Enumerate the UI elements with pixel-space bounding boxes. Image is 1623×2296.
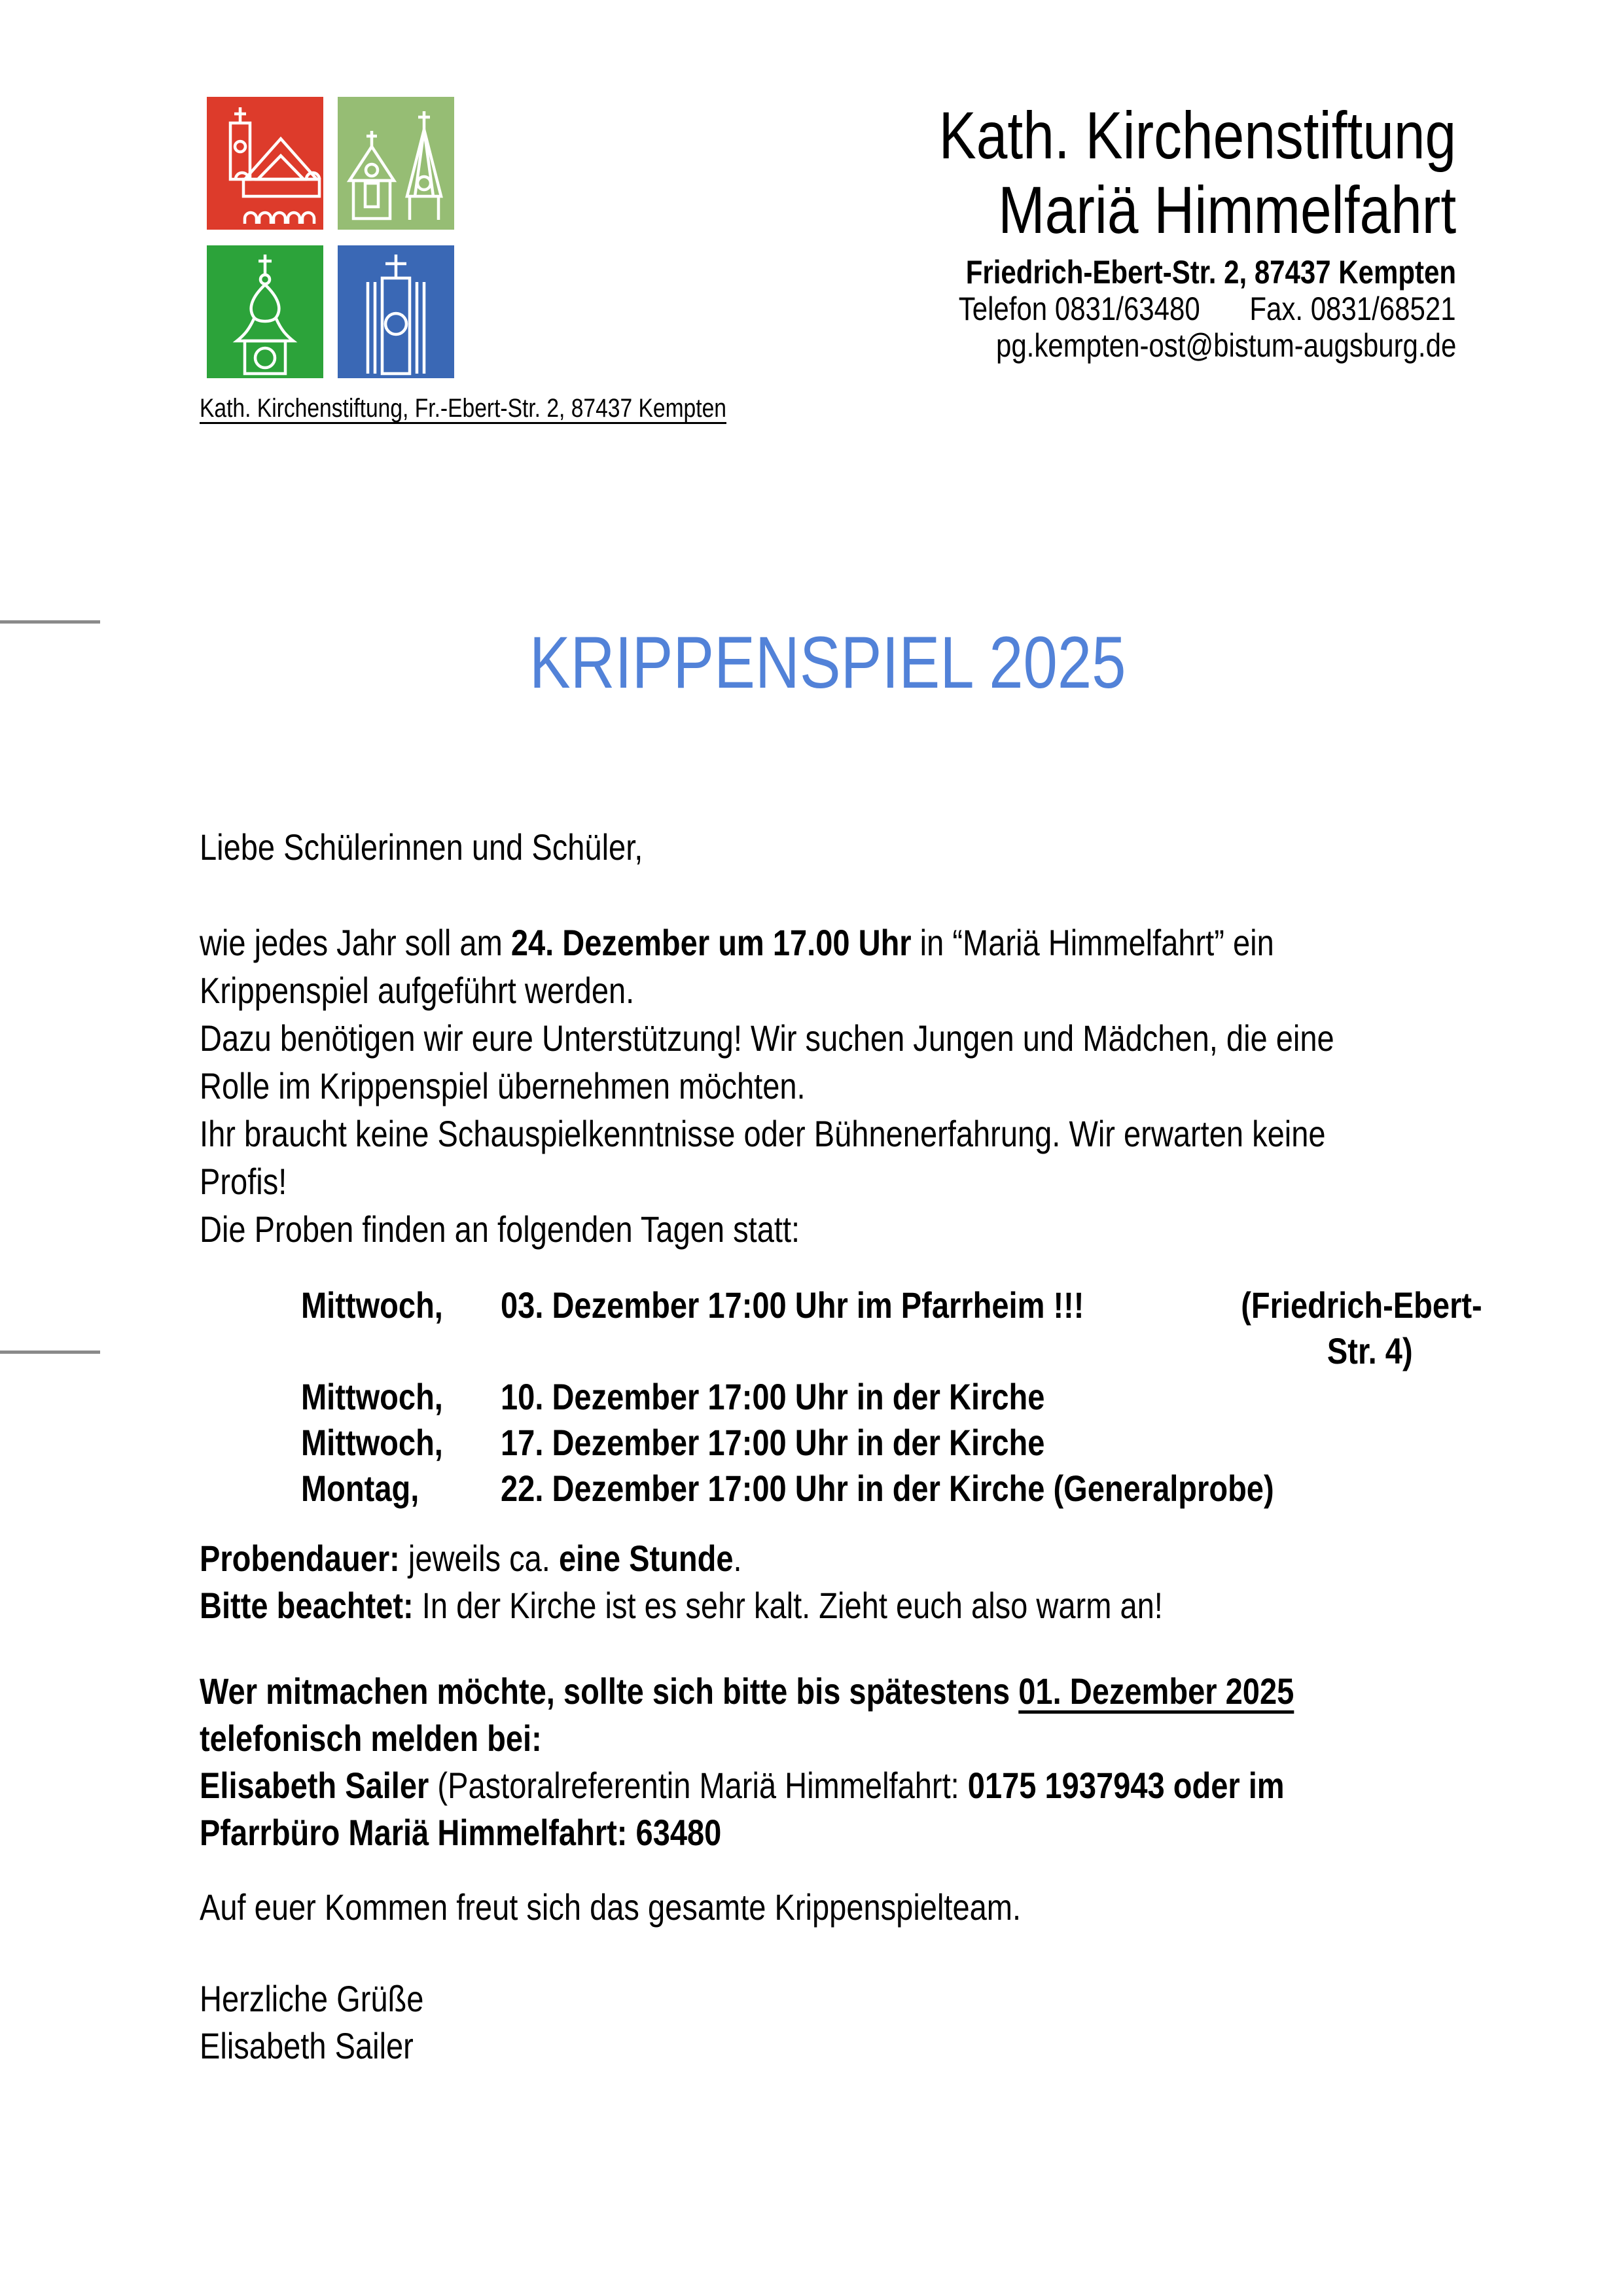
intro-line: wie jedes Jahr soll am 24. Dezember um 17.00 Uhr in “Mariä Himmelfahrt” ein bbox=[200, 922, 1274, 963]
closing-greeting: Herzliche Grüße bbox=[200, 1978, 424, 2019]
org-name-line1: Kath. Kirchenstiftung bbox=[938, 98, 1456, 173]
signup-line: Elisabeth Sailer (Pastoralreferentin Mariä Himmelfahrt: 0175 1937943 oder im bbox=[200, 1765, 1285, 1806]
page-title: KRIPPENSPIEL 2025 bbox=[529, 622, 1126, 703]
fold-mark-bottom bbox=[0, 1351, 100, 1354]
sender-return-line: Kath. Kirchenstiftung, Fr.-Ebert-Str. 2, 87437 Kempten bbox=[200, 394, 726, 423]
fold-mark-top bbox=[0, 620, 100, 624]
rehearsal-duration-line: Probendauer: jeweils ca. eine Stunde. bbox=[200, 1538, 742, 1579]
intro-line: Ihr braucht keine Schauspielkenntnisse oder Bühnenerfahrung. Wir erwarten keine bbox=[200, 1113, 1326, 1154]
intro-line: Profis! bbox=[200, 1161, 287, 1202]
intro-line: Dazu benötigen wir eure Unterstützung! Wir suchen Jungen und Mädchen, die eine bbox=[200, 1017, 1334, 1059]
org-phone: Telefon 0831/63480 bbox=[959, 291, 1201, 327]
intro-line: Krippenspiel aufgeführt werden. bbox=[200, 970, 635, 1011]
letter-body bbox=[200, 0, 1482, 2296]
schedule-row: Mittwoch, 17. Dezember 17:00 Uhr in der Kirche bbox=[301, 1422, 1045, 1463]
notice-line: Bitte beachtet: In der Kirche ist es sehr kalt. Zieht euch also warm an! bbox=[200, 1585, 1163, 1626]
intro-line: Rolle im Krippenspiel übernehmen möchten. bbox=[200, 1065, 806, 1106]
org-fax: Fax. 0831/68521 bbox=[1249, 291, 1456, 327]
closing-signature: Elisabeth Sailer bbox=[200, 2025, 414, 2066]
schedule-row: Mittwoch, 10. Dezember 17:00 Uhr in der Kirche bbox=[301, 1376, 1045, 1417]
signup-line: telefonisch melden bei: bbox=[200, 1718, 542, 1759]
signup-line: Wer mitmachen möchte, sollte sich bitte bis spätestens 01. Dezember 2025 bbox=[200, 1670, 1294, 1712]
org-name-line2: Mariä Himmelfahrt bbox=[998, 173, 1456, 247]
schedule-heading: Die Proben finden an folgenden Tagen statt: bbox=[200, 1209, 800, 1250]
schedule-row-wrap: Str. 4) bbox=[1327, 1330, 1413, 1371]
org-address: Friedrich-Ebert-Str. 2, 87437 Kempten bbox=[965, 254, 1456, 291]
schedule-row: Mittwoch, 03. Dezember 17:00 Uhr im Pfarrheim !!! (Friedrich-Ebert- bbox=[301, 1284, 1482, 1326]
signup-line: Pfarrbüro Mariä Himmelfahrt: 63480 bbox=[200, 1812, 722, 1853]
schedule-row: Montag, 22. Dezember 17:00 Uhr in der Kirche (Generalprobe) bbox=[301, 1468, 1274, 1509]
closing-thanks: Auf euer Kommen freut sich das gesamte Krippenspielteam. bbox=[200, 1886, 1022, 1928]
salutation: Liebe Schülerinnen und Schüler, bbox=[200, 826, 643, 868]
org-email: pg.kempten-ost@bistum-augsburg.de bbox=[995, 327, 1456, 364]
